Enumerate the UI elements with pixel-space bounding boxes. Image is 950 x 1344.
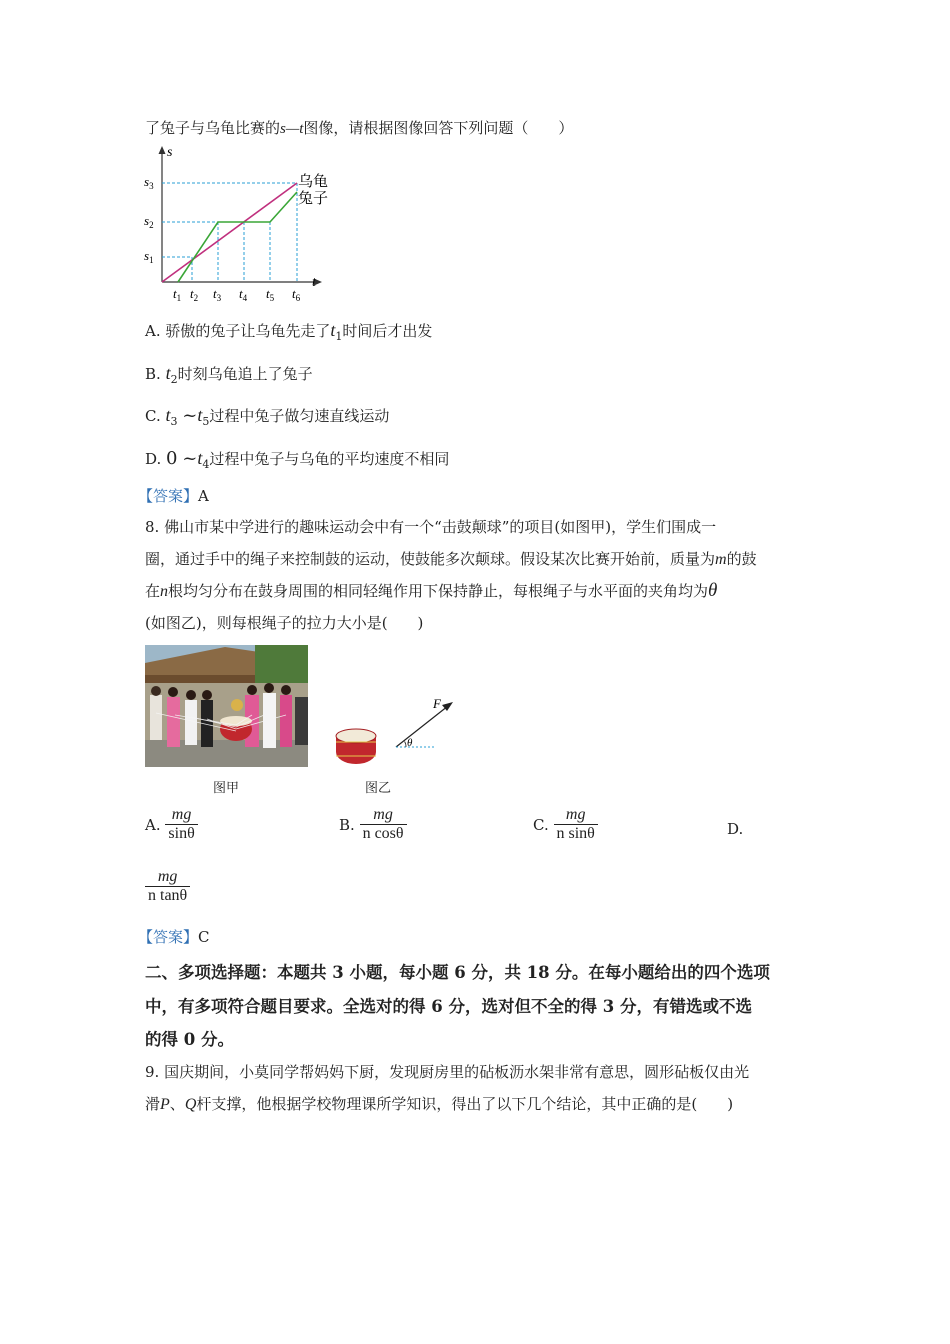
section2-line-2: 中，有多项符合题目要求。全选对的得 6 分，选对但不全的得 3 分，有错选或不选 [145, 997, 752, 1016]
force-arrow [396, 706, 448, 747]
q9-line-2: 滑P、Q杆支撑，他根据学校物理课所学知识，得出了以下几个结论，其中正确的是( ) [145, 1095, 734, 1113]
q9-line-1: 9. 国庆期间，小莫同学帮妈妈下厨，发现厨房里的砧板沥水架非常有意思，圆形砧板仅由光 [145, 1063, 750, 1081]
q8-answer: 【答案】C [138, 928, 210, 946]
q8-option-d-letter: D. [727, 820, 744, 838]
q7-option-a: A. 骄傲的兔子让乌龟先走了$t_1$时间后才出发 [145, 320, 433, 343]
t4-label: $t_4$ [239, 286, 248, 303]
q7-option-b: B. $t_2$时刻乌龟追上了兔子 [145, 363, 313, 386]
force-label: F [433, 696, 441, 711]
drum-game-photo [145, 645, 308, 767]
q8-option-c: C. $\frac{mg}{\text{n sinθ}}$ [533, 806, 598, 844]
option-b-fraction: $\frac{mg}{\text{n cosθ}}$ [360, 806, 407, 844]
turtle-line [162, 183, 297, 282]
q8-line-2: 圈，通过手中的绳子来控制鼓的运动，使鼓能多次颠球。假设某次比赛开始前，质量为m的鼓 [145, 550, 757, 568]
st-graph [140, 140, 340, 305]
legend-rabbit: 兔子 [298, 191, 329, 207]
drum-head [336, 729, 376, 743]
t6-label: $t_6$ [292, 286, 301, 303]
q8-line-3: 在n根均匀分布在鼓身周围的相同轻绳作用下保持静止，每根绳子与水平面的夹角均为θ [145, 580, 718, 601]
t3-label: $t_3$ [213, 286, 222, 303]
st-variable: s—t [280, 121, 304, 137]
option-c-fraction: $\frac{mg}{\text{n sinθ}}$ [554, 806, 598, 844]
angle-arc [405, 742, 406, 748]
s-axis-label: s [167, 145, 173, 160]
figure-a-caption: 图甲 [213, 781, 240, 796]
s1-label: $s_1$ [144, 248, 154, 265]
q8-option-b: B. $\frac{mg}{\text{n cosθ}}$ [339, 806, 407, 844]
legend-turtle: 乌龟 [298, 174, 329, 190]
section2-line-3: 的得 0 分。 [145, 1030, 234, 1049]
s-axis-arrow-icon [159, 146, 166, 154]
option-a-fraction: $\frac{mg}{\sin\theta}$ [165, 806, 197, 844]
figure-b-caption: 图乙 [365, 781, 392, 796]
t-axis-label: t [312, 275, 316, 290]
q8-line-1: 8. 佛山市某中学进行的趣味运动会中有一个“击鼓颠球”的项目(如图甲)，学生们围成一 [145, 518, 717, 536]
t2-label: $t_2$ [190, 286, 199, 303]
q7-option-c: C. $t_3$ $\sim t_5$过程中兔子做匀速直线运动 [145, 405, 390, 428]
option-d-fraction: $\frac{mg}{\text{n tanθ}}$ [145, 868, 190, 906]
angle-label: θ [407, 737, 413, 749]
s3-label: $s_3$ [144, 174, 154, 191]
s2-label: $s_2$ [144, 213, 154, 230]
t1-label: $t_1$ [173, 286, 182, 303]
q7-answer: 【答案】A [138, 487, 209, 505]
rabbit-line [178, 192, 297, 282]
q7-option-d: D. 0 $\sim t_4$过程中兔子与乌龟的平均速度不相同 [145, 448, 450, 471]
figure-b-diagram [330, 690, 470, 770]
t5-label: $t_5$ [266, 286, 275, 303]
q8-option-a: A. $\frac{mg}{\sin\theta}$ [145, 806, 198, 844]
section2-line-1: 二、多项选择题：本题共 3 小题，每小题 6 分，共 18 分。在每小题给出的四个选项 [145, 963, 770, 982]
q7-intro: 了兔子与乌龟比赛的s—t图像，请根据图像回答下列问题（ ） [145, 119, 574, 137]
q8-option-d [145, 868, 190, 906]
figure-a-photo [145, 645, 308, 767]
q8-line-4: (如图乙)，则每根绳子的拉力大小是( ) [145, 614, 424, 632]
